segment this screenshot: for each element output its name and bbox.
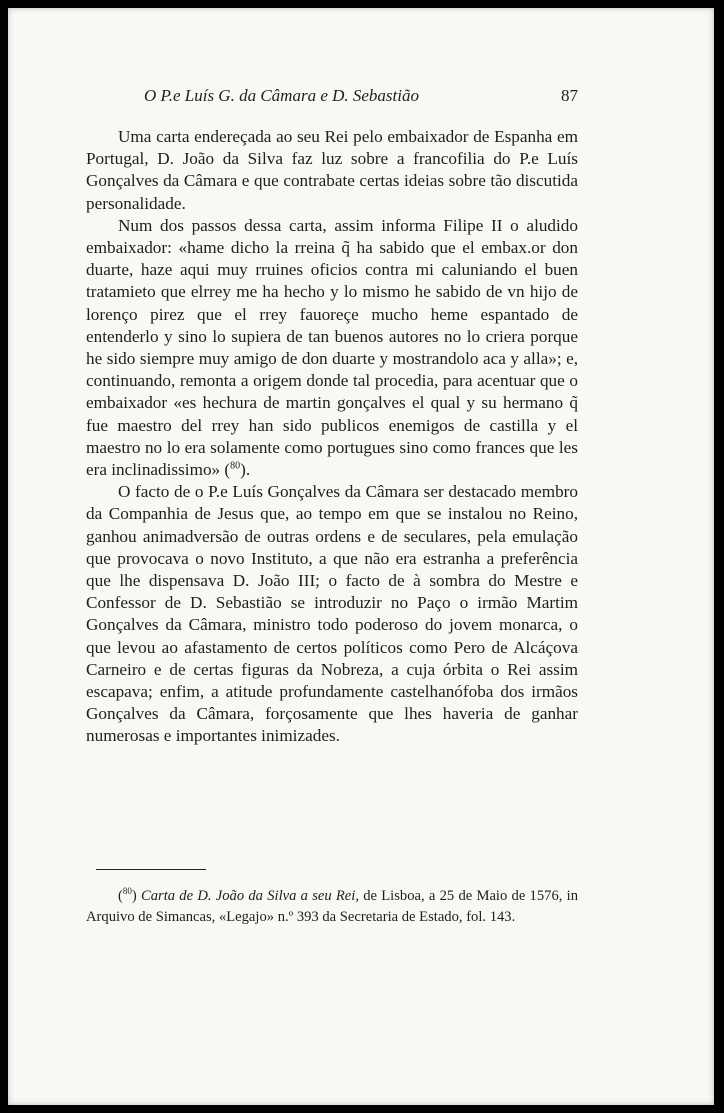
footnote-mark: 80 — [122, 886, 132, 897]
footnote-title: Carta de D. João da Silva a seu Rei, — [140, 888, 359, 904]
footnote-reference: 80 — [230, 460, 241, 472]
paragraph-2-end: ). — [240, 460, 251, 480]
footnote-divider — [96, 869, 206, 870]
body-text — [86, 126, 578, 748]
running-head-title: O P.e Luís G. da Câmara e D. Sebastião — [144, 86, 419, 105]
footnote-text: de Lisboa, a 25 de Maio de 1576, in Arquivo de Simancas, «Legajo» n.º 393 da Secretaria de Estado, fol. 143. — [86, 888, 578, 925]
paragraph-2 — [86, 215, 578, 481]
page-number: 87 — [561, 86, 578, 105]
paragraph-2-text: Num dos passos dessa carta, assim informa Filipe II o aludido embaixador: «hame dicho la rreina q̃ ha sabido que el embax.or don duarte, haze aqui muy rruines oficios contra mi caluniando el buen tratamieto que elrrey me ha hecho y lo mismo he sabido de vn hijo de lorenço pirez que el rrey fauoreçe mucho heme espantado de entenderlo y sino lo supiera de tan buenos autores no lo criera porque he sido siempre muy amigo de don duarte y mostrandolo aca y alla»; e, continuando, remonta a origem donde tal procedia, para acentuar que o embaixador «es hechura de martin gonçalves el qual y su hermano q̃ fue maestro del rrey han sido publicos enemigos de castilla y el maestro no lo era solamente como portugues sino como frances que les era inclinadissimo» ( — [86, 215, 578, 480]
footnote: ($^{80}$) Carta de D. João da Silva a seu Rei, de Lisboa, a 25 de Maio de 1576, in Arquivo de Simancas, «Legajo» n.º 393 da Secretaria de Estado, fol. 143. — [86, 886, 578, 925]
book-page — [8, 8, 714, 1105]
paragraph-3: O facto de o P.e Luís Gonçalves da Câmara ser destacado membro da Companhia de Jesus que, ao tempo em que se instalou no Reino, ganhou animadversão de outras ordens e de seculares, pela emulação que provocava o novo Instituto, a que não era estranha a preferência que lhe dispensava D. João III; o facto de à sombra do Mestre e Confessor de D. Sebastião se introduzir no Paço o irmão Martim Gonçalves da Câmara, ministro todo poderoso do jovem monarca, o que levou ao afastamento de certos políticos como Pero de Alcáçova Carneiro e de certas figuras da Nobreza, a cuja órbita o Rei assim escapava; enfim, a atitude profundamente castelhanófoba dos irmãos Gonçalves da Câmara, forçosamente que lhes haveria de ganhar numerosas e importantes inimizades. — [86, 482, 578, 746]
paragraph-1: Uma carta endereçada ao seu Rei pelo embaixador de Espanha em Portugal, D. João da Silva faz luz sobre a francofilia do P.e Luís Gonçalves da Câmara e que contrabate certas ideias sobre tão discutida personalidade. — [86, 127, 578, 213]
